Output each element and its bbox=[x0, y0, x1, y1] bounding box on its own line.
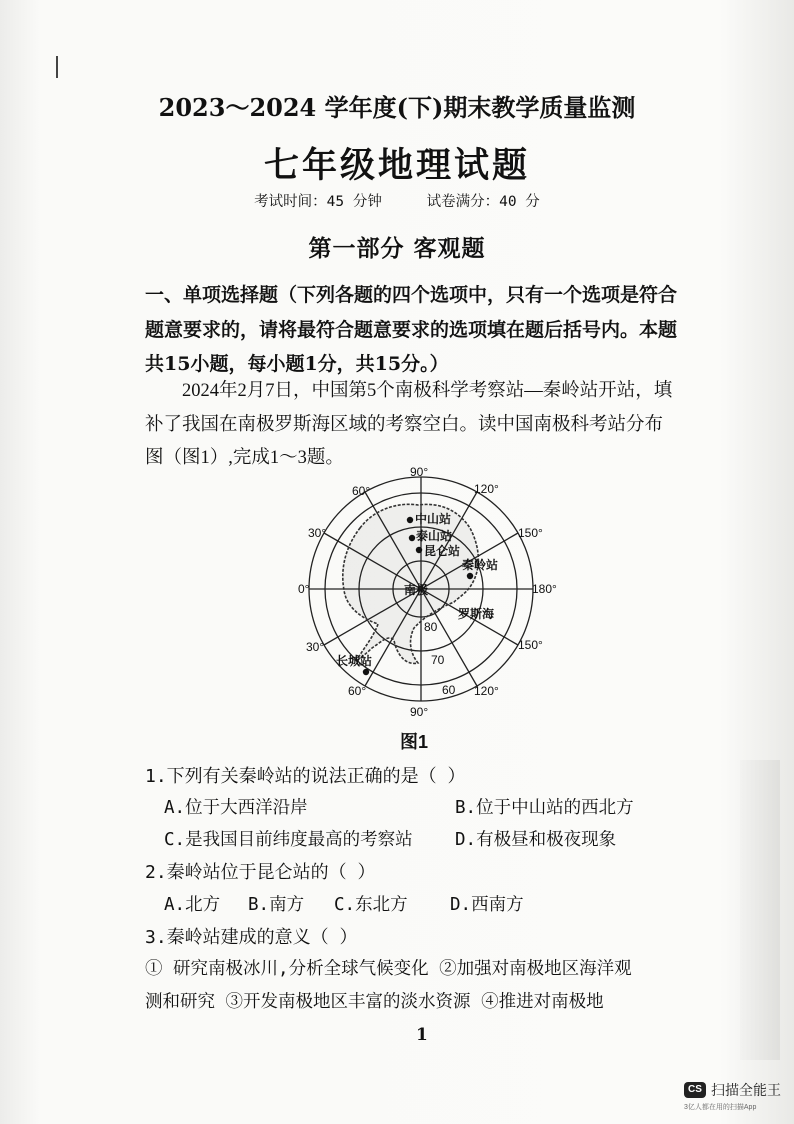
taishan-station-marker bbox=[409, 535, 415, 541]
figure-caption: 图1 bbox=[400, 732, 429, 752]
label-30-tl: 30° bbox=[308, 526, 327, 540]
label-0: 0° bbox=[298, 582, 310, 596]
question-1-option-b: B.位于中山站的西北方 bbox=[455, 798, 634, 818]
question-2-option-b: B.南方 bbox=[248, 895, 305, 915]
paper-title: 七年级地理试题 bbox=[263, 145, 530, 186]
passage-line: 2024年2月7日，中国第5个南极科学考察站—秦岭站开站，填 bbox=[182, 381, 673, 401]
question-1-stem: 1.下列有关秦岭站的说法正确的是（ ） bbox=[145, 766, 466, 787]
label-30-bl: 30° bbox=[306, 640, 325, 654]
label-south-pole: 南极 bbox=[404, 583, 429, 597]
qinling-station-marker bbox=[467, 573, 473, 579]
section-instruction-line: 题意要求的，请将最符合题意要求的选项填在题后括号内。本题 bbox=[145, 319, 678, 341]
changcheng-station-marker bbox=[363, 669, 369, 675]
part-title: 第一部分 客观题 bbox=[308, 235, 486, 262]
question-2-option-d: D.西南方 bbox=[450, 895, 524, 915]
label-150-br: 150° bbox=[518, 638, 543, 652]
margin-mark bbox=[56, 56, 58, 78]
antarctica-station-map bbox=[298, 465, 560, 722]
question-3-stem: 3.秦岭站建成的意义（ ） bbox=[145, 927, 358, 948]
label-changcheng: 长城站 bbox=[336, 654, 373, 668]
label-90-top: 90° bbox=[410, 465, 429, 479]
label-ross-sea: 罗斯海 bbox=[458, 607, 495, 621]
question-2-option-a: A.北方 bbox=[164, 895, 221, 915]
section-instruction-line: 共15小题，每小题1分，共15分。） bbox=[145, 353, 449, 375]
label-180: 180° bbox=[532, 582, 557, 596]
label-120-tr: 120° bbox=[474, 482, 499, 496]
question-3-body-line: ① 研究南极冰川,分析全球气候变化 ②加强对南极地区海洋观 bbox=[145, 959, 632, 979]
passage-line: 补了我国在南极罗斯海区域的考察空白。读中国南极科考站分布 bbox=[145, 415, 664, 435]
label-150-tr: 150° bbox=[518, 526, 543, 540]
time-info: 考试时间：45 分钟 bbox=[254, 194, 382, 210]
label-zhongshan: 中山站 bbox=[415, 512, 452, 526]
label-120-br: 120° bbox=[474, 684, 499, 698]
page-number: 1 bbox=[416, 1025, 428, 1045]
question-1-option-d: D.有极昼和极夜现象 bbox=[455, 830, 617, 850]
label-taishan: 泰山站 bbox=[416, 529, 453, 543]
exam-info bbox=[0, 190, 794, 211]
exam-title: 2023～2024 学年度(下)期末教学质量监测 bbox=[158, 93, 636, 122]
question-1-option-c: C.是我国目前纬度最高的考察站 bbox=[164, 830, 413, 850]
section-instruction-line: 一、单项选择题（下列各题的四个选项中，只有一个选项是符合 bbox=[145, 284, 678, 306]
label-60-tl: 60° bbox=[352, 484, 371, 498]
score-info: 试卷满分：40 分 bbox=[426, 194, 540, 210]
question-2-stem: 2.秦岭站位于昆仑站的（ ） bbox=[145, 862, 376, 883]
question-1-option-a: A.位于大西洋沿岸 bbox=[164, 798, 308, 818]
question-3-body-line: 测和研究 ③开发南极地区丰富的淡水资源 ④推进对南极地 bbox=[145, 992, 604, 1012]
question-2-option-c: C.东北方 bbox=[334, 895, 408, 915]
passage-line: 图（图1）,完成1～3题。 bbox=[145, 448, 344, 468]
scan-shadow bbox=[740, 760, 780, 1060]
camscanner-icon: CS bbox=[684, 1082, 706, 1098]
label-lat-60: 60 bbox=[442, 683, 456, 697]
label-kunlun: 昆仑站 bbox=[424, 544, 461, 558]
kunlun-station-marker bbox=[416, 547, 422, 553]
label-lat-80: 80 bbox=[424, 620, 438, 634]
label-lat-70: 70 bbox=[431, 653, 445, 667]
label-90-bottom: 90° bbox=[410, 705, 429, 719]
scanner-badge bbox=[684, 1080, 781, 1100]
zhongshan-station-marker bbox=[407, 517, 413, 523]
scanner-tagline: 3亿人都在用的扫描App bbox=[684, 1104, 757, 1111]
scanner-app-name: 扫描全能王 bbox=[711, 1082, 781, 1098]
label-qinling: 秦岭站 bbox=[462, 558, 499, 572]
label-60-bl: 60° bbox=[348, 684, 367, 698]
